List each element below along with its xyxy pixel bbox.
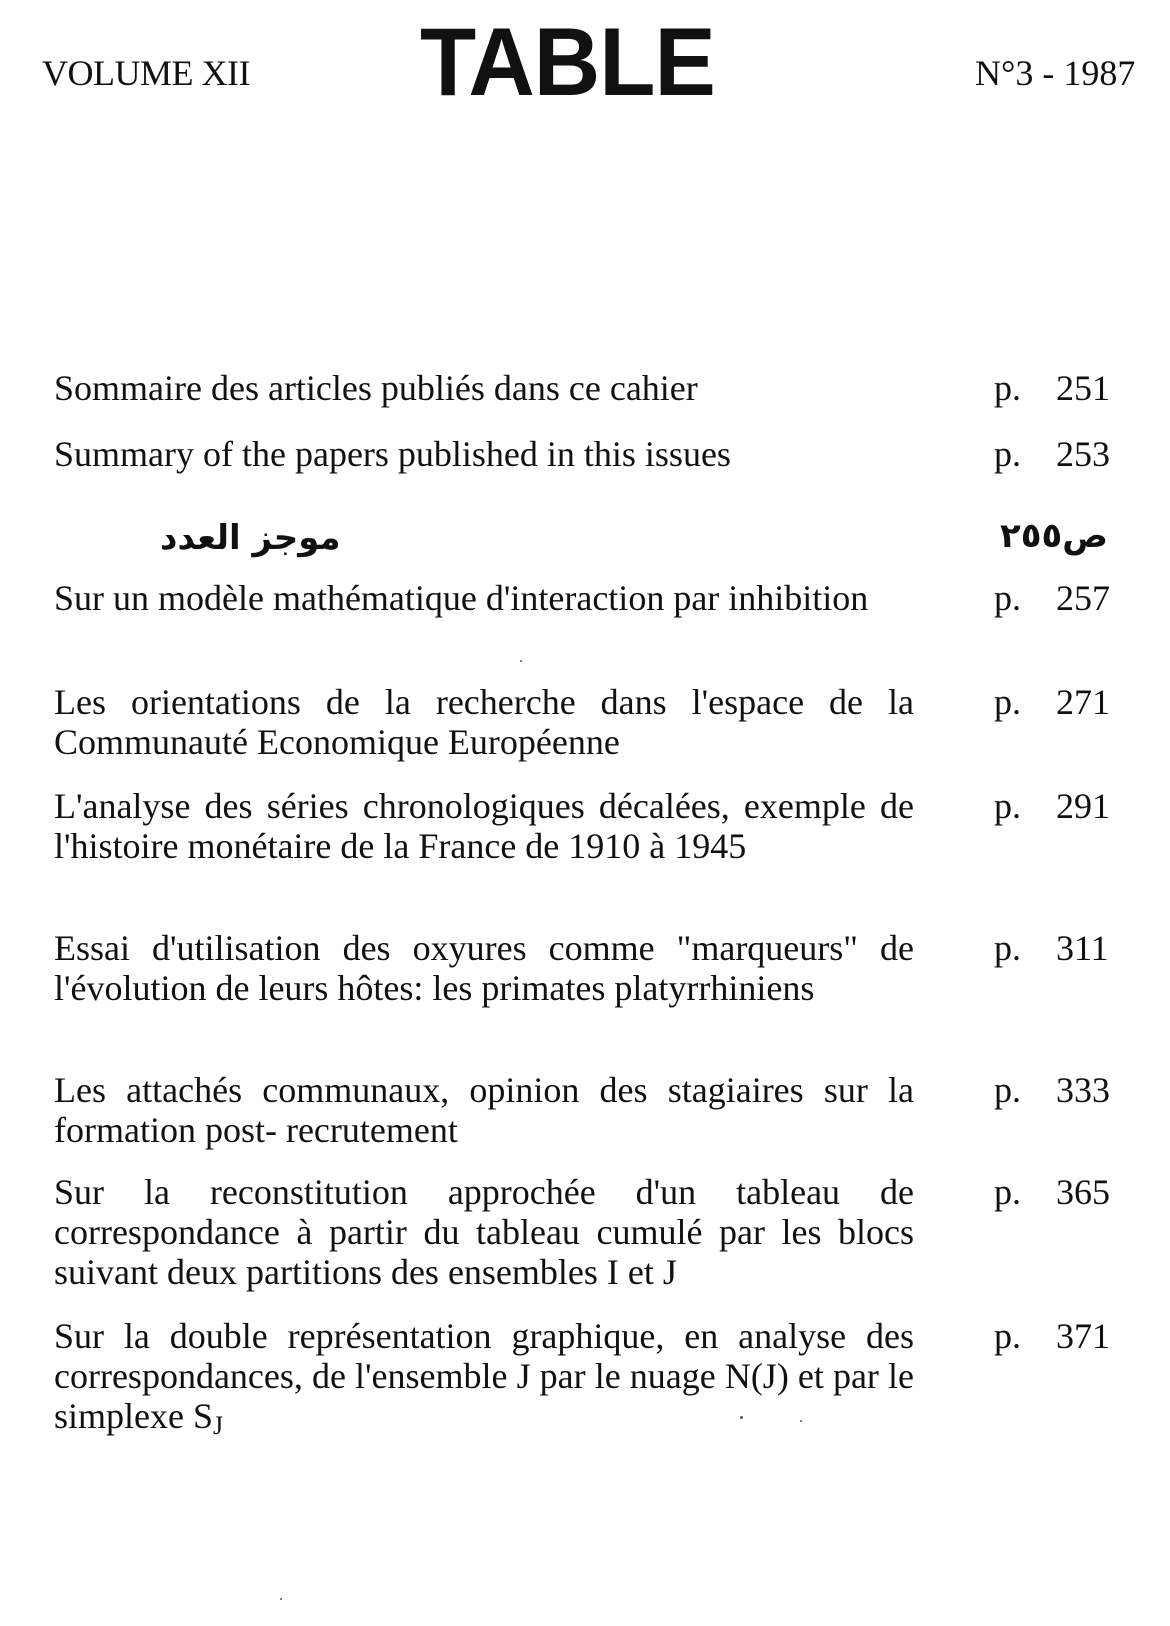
scan-speck [740, 1416, 743, 1419]
issue-label: N°3 - 1987 [975, 53, 1136, 93]
page-prefix: p. [994, 368, 1021, 408]
toc-entry-page [994, 928, 1170, 968]
toc-entry-title: Les attachés communaux, opinion des stagiaires sur la formation post- recrutement [54, 1070, 914, 1150]
page-prefix: p. [994, 682, 1021, 722]
page-prefix: p. [994, 1172, 1021, 1212]
toc-entry-title: Sur un modèle mathématique d'interaction par inhibition [54, 578, 869, 618]
toc-entry-page [994, 434, 1170, 474]
page-number: 271 [1056, 682, 1110, 722]
toc-entry-title: Les orientations de la recherche dans l'espace de la Communauté Economique Européenne [54, 682, 914, 762]
page-number: 257 [1056, 578, 1110, 618]
page-number: 365 [1056, 1172, 1110, 1212]
page-prefix: p. [994, 434, 1021, 474]
toc-entry-title-subscript: J [213, 1411, 224, 1440]
page-number: 251 [1056, 368, 1110, 408]
toc-entry-title: Sommaire des articles publiés dans ce cahier [54, 368, 698, 408]
page-prefix: p. [994, 1316, 1021, 1356]
page-number: 371 [1056, 1316, 1110, 1356]
toc-entry-title: Sur la reconstitution approchée d'un tableau de correspondance à partir du tableau cumulé par les blocs suivant deux partitions des ensembles I et J [54, 1172, 914, 1292]
page-prefix: p. [994, 928, 1021, 968]
page-number: 253 [1056, 434, 1110, 474]
scan-speck [800, 1420, 802, 1422]
toc-entry-page [994, 578, 1170, 618]
page-number: 291 [1056, 786, 1110, 826]
toc-entry-title: Summary of the papers published in this issues [54, 434, 731, 474]
toc-entry-title [54, 1316, 914, 1446]
scan-speck [280, 1598, 282, 1600]
toc-entry-page [994, 1316, 1170, 1356]
toc-entry-title-main: Sur la double représentation graphique, en analyse des correspondances, de l'ensemble J par le nuage N(J) et par le simplexe S [54, 1316, 914, 1436]
toc-entry-page [994, 1070, 1170, 1110]
arabic-summary-page: ص٢٥٥ [1000, 516, 1109, 556]
page-prefix: p. [994, 786, 1021, 826]
page-prefix: p. [994, 578, 1021, 618]
toc-entry-title: L'analyse des séries chronologiques décalées, exemple de l'histoire monétaire de la France de 1910 à 1945 [54, 786, 914, 866]
page-number: 311 [1056, 928, 1109, 968]
toc-entry-page [994, 786, 1170, 826]
scan-speck [520, 660, 522, 662]
toc-entry-title: Essai d'utilisation des oxyures comme "marqueurs" de l'évolution de leurs hôtes: les primates platyrrhiniens [54, 928, 914, 1008]
toc-entry-page [994, 682, 1170, 722]
volume-label: VOLUME XII [42, 53, 250, 93]
page-prefix: p. [994, 1070, 1021, 1110]
page-number: 333 [1056, 1070, 1110, 1110]
page-title: TABLE [420, 8, 715, 116]
arabic-summary-title: موجز العدد [160, 518, 341, 558]
toc-entry-page [994, 1172, 1170, 1212]
toc-entry-page [994, 368, 1170, 408]
